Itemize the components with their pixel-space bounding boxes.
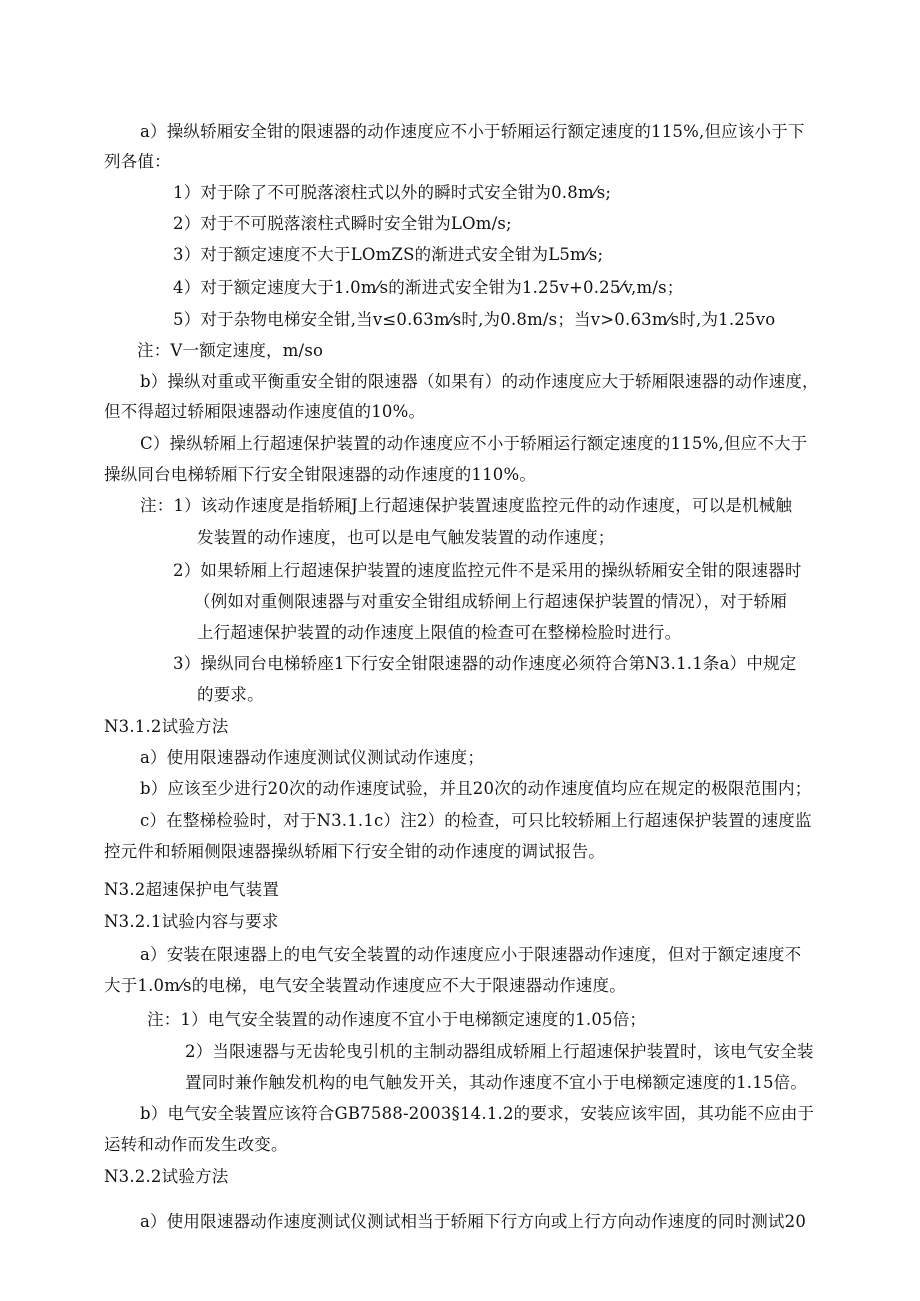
method2-a-line-1: a）使用限速器动作速度测试仪测试相当于轿厢下行方向或上行方向动作速度的同时测试20 xyxy=(140,1212,807,1231)
note-v: 注：V一额定速度，m/so xyxy=(137,341,324,360)
req-a-line-2: 大于1.0m⁄s的电梯，电气安全装置动作速度应不大于限速器动作速度。 xyxy=(104,976,626,995)
method-c-line-2: 控元件和轿厢侧限速器操纵轿厢下行安全钳的动作速度的调试报告。 xyxy=(104,842,605,861)
note-2-line-1: 2）如果轿厢上行超速保护装置的速度监控元件不是采用的操纵轿厢安全钳的限速器时 xyxy=(173,561,802,580)
para-a-line-2: 列各值： xyxy=(104,152,171,171)
para-b-line-2: 但不得超过轿厢限速器动作速度值的10%。 xyxy=(104,402,426,421)
method-a: a）使用限速器动作速度测试仪测试动作速度； xyxy=(140,748,485,767)
req-b-line-1: b）电气安全装置应该符合GB7588-2003§14.1.2的要求，安装应该牢固，其功能不应由于 xyxy=(140,1104,815,1123)
list-item-2: 2）对于不可脱落滚柱式瞬时安全钳为LOm/s; xyxy=(173,214,512,233)
req-a-line-1: a）安装在限速器上的电气安全装置的动作速度应小于限速器动作速度，但对于额定速度不 xyxy=(140,945,802,964)
note-3-line-2: 的要求。 xyxy=(197,685,264,704)
para-c-line-2: 操纵同台电梯轿厢下行安全钳限速器的动作速度的110%。 xyxy=(104,465,537,484)
note-2-line-3: 上行超速保护装置的动作速度上限值的检查可在整梯检脸时进行。 xyxy=(197,623,682,642)
note-3-line-1: 3）操纵同台电梯轿座1下行安全钳限速器的动作速度必须符合第N3.1.1条a）中规定 xyxy=(173,654,797,673)
list-item-1: 1）对于除了不可脱落滚柱式以外的瞬时式安全钳为0.8m⁄s; xyxy=(173,183,612,202)
req-note-2-line-1: 2）当限速器与无齿轮曳引机的主制动器组成轿厢上行超速保护装置时，该电气安全装 xyxy=(185,1042,814,1061)
note-2-line-2: （例如对重侧限速器与对重安全钳组成轿闸上行超速保护装置的情况），对于轿厢 xyxy=(194,592,787,611)
heading-n3-2-1: N3.2.1试验内容与要求 xyxy=(104,912,279,931)
para-a-line-1: a）操纵轿厢安全钳的限速器的动作速度应不小于轿厢运行额定速度的115%,但应该小于下 xyxy=(140,122,805,141)
para-c-line-1: C）操纵轿厢上行超速保护装置的动作速度应不小于轿厢运行额定速度的115%,但应不大于 xyxy=(140,434,808,453)
method-b: b）应该至少进行20次的动作速度试验，并且20次的动作速度值均应在规定的极限范围内； xyxy=(140,779,812,798)
heading-n3-2: N3.2超速保护电气装置 xyxy=(104,880,280,899)
req-note-1: 注：1）电气安全装置的动作速度不宜小于电梯额定速度的1.05倍； xyxy=(147,1010,647,1029)
para-b-line-1: b）操纵对重或平衡重安全钳的限速器（如果有）的动作速度应大于轿厢限速器的动作速度， xyxy=(140,372,819,391)
note-1-line-1: 注：1）该动作速度是指轿厢J上行超速保护装置速度监控元件的动作速度，可以是机械触 xyxy=(140,496,793,515)
req-note-2-line-2: 置同时兼作触发机构的电气触发开关，其动作速度不宜小于电梯额定速度的1.15倍。 xyxy=(185,1073,808,1092)
method-c-line-1: c）在整梯检验时，对于N3.1.1c）注2）的检查，可只比较轿厢上行超速保护装置的速度监 xyxy=(140,811,812,830)
list-item-4: 4）对于额定速度大于1.0m⁄s的渐进式安全钳为1.25v+0.25⁄v,m/s； xyxy=(173,278,684,297)
note-1-line-2: 发装置的动作速度，也可以是电气触发装置的动作速度； xyxy=(197,528,615,547)
req-b-line-2: 运转和动作而发生改变。 xyxy=(104,1135,288,1154)
heading-n3-2-2: N3.2.2试验方法 xyxy=(104,1167,229,1186)
list-item-5: 5）对于杂物电梯安全钳,当v≤0.63m⁄s时,为0.8m/s；当v>0.63m⁄s时,为1.25vo xyxy=(173,310,776,329)
list-item-3: 3）对于额定速度不大于LOmZS的渐进式安全钳为L5m⁄s; xyxy=(173,245,604,264)
heading-n3-1-2: N3.1.2试验方法 xyxy=(104,717,229,736)
